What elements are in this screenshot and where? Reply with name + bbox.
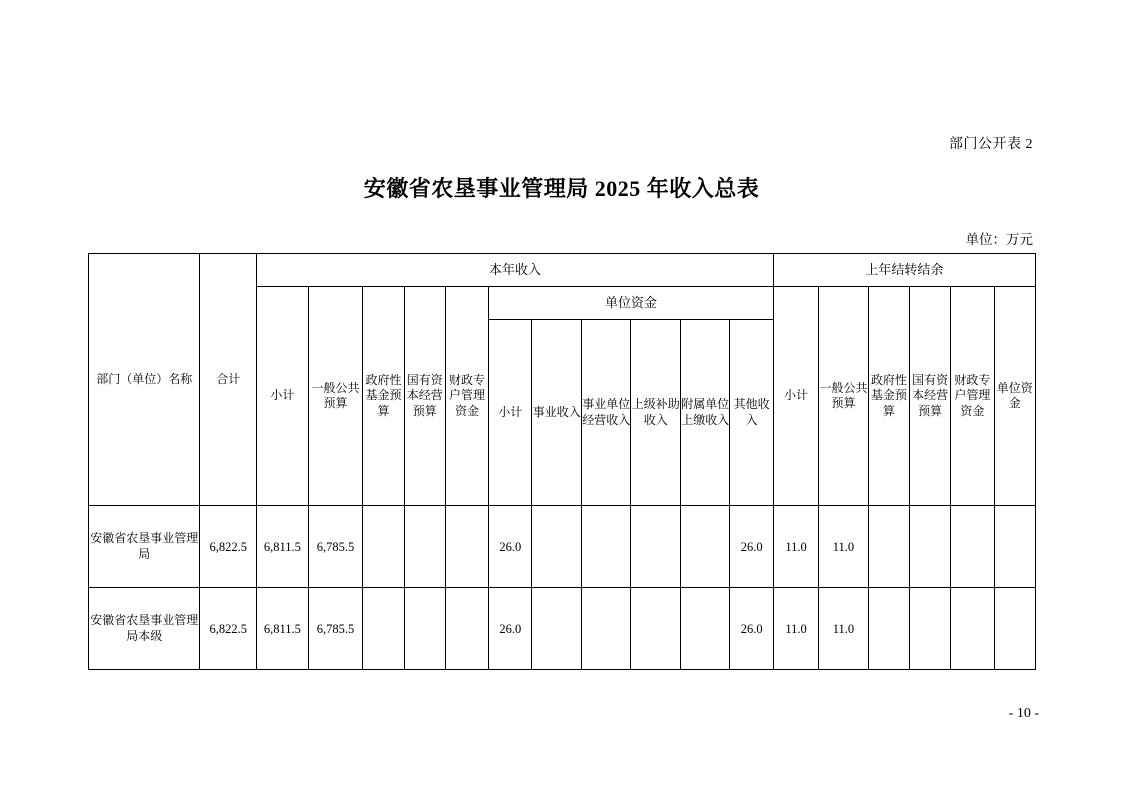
cell-total: 6,822.5 bbox=[200, 588, 257, 670]
col-total: 合计 bbox=[200, 254, 257, 506]
cell-affiliated-unit-remittance-income bbox=[680, 506, 730, 588]
col-carry-government-fund-budget: 政府性基金预算 bbox=[868, 287, 909, 506]
group-prior-year-carryover: 上年结转结余 bbox=[773, 254, 1035, 287]
cell-government-fund-budget bbox=[363, 588, 404, 670]
cell-carry-fiscal-special-account-funds bbox=[951, 506, 994, 588]
col-fiscal-special-account-funds: 财政专户管理资金 bbox=[445, 287, 488, 506]
cell-carry-fiscal-special-account-funds bbox=[951, 588, 994, 670]
cell-unit-funds-subtotal: 26.0 bbox=[489, 588, 532, 670]
cell-business-income bbox=[532, 506, 582, 588]
cell-general-public-budget: 6,785.5 bbox=[308, 506, 363, 588]
page-number: - 10 - bbox=[1008, 706, 1039, 721]
group-current-year-income: 本年收入 bbox=[257, 254, 774, 287]
col-business-income: 事业收入 bbox=[532, 320, 582, 506]
page-title: 安徽省农垦事业管理局 2025 年收入总表 bbox=[363, 176, 760, 201]
group-unit-funds: 单位资金 bbox=[489, 287, 774, 320]
cell-general-public-budget: 6,785.5 bbox=[308, 588, 363, 670]
cell-unit-funds-subtotal: 26.0 bbox=[489, 506, 532, 588]
cell-carry-general-public-budget: 11.0 bbox=[819, 588, 869, 670]
cell-department-name: 安徽省农垦事业管理局本级 bbox=[89, 588, 200, 670]
cell-subtotal: 6,811.5 bbox=[257, 588, 309, 670]
col-carry-fiscal-special-account-funds: 财政专户管理资金 bbox=[951, 287, 994, 506]
cell-state-capital-operation-budget bbox=[404, 506, 445, 588]
cell-carry-general-public-budget: 11.0 bbox=[819, 506, 869, 588]
table-row bbox=[89, 506, 1036, 588]
col-unit-funds-subtotal: 小计 bbox=[489, 320, 532, 506]
cell-carry-government-fund-budget bbox=[868, 506, 909, 588]
col-general-public-budget: 一般公共预算 bbox=[308, 287, 363, 506]
col-carry-subtotal: 小计 bbox=[773, 287, 818, 506]
cell-superior-subsidy-income bbox=[631, 506, 681, 588]
cell-carry-unit-funds bbox=[994, 506, 1035, 588]
col-state-capital-operation-budget: 国有资本经营预算 bbox=[404, 287, 445, 506]
col-carry-state-capital-operation-budget: 国有资本经营预算 bbox=[909, 287, 950, 506]
cell-government-fund-budget bbox=[363, 506, 404, 588]
cell-fiscal-special-account-funds bbox=[445, 588, 488, 670]
col-government-fund-budget: 政府性基金预算 bbox=[363, 287, 404, 506]
col-other-income: 其他收入 bbox=[730, 320, 773, 506]
col-affiliated-unit-remittance-income: 附属单位上缴收入 bbox=[680, 320, 730, 506]
cell-affiliated-unit-remittance-income bbox=[680, 588, 730, 670]
table-header-row-1 bbox=[89, 254, 1036, 287]
cell-superior-subsidy-income bbox=[631, 588, 681, 670]
form-tag: 部门公开表 2 bbox=[949, 137, 1033, 152]
cell-other-income: 26.0 bbox=[730, 506, 773, 588]
cell-carry-subtotal: 11.0 bbox=[773, 588, 818, 670]
cell-carry-subtotal: 11.0 bbox=[773, 506, 818, 588]
cell-business-unit-operating-income bbox=[581, 588, 631, 670]
cell-carry-unit-funds bbox=[994, 588, 1035, 670]
unit-note: 单位：万元 bbox=[965, 232, 1033, 247]
cell-carry-government-fund-budget bbox=[868, 588, 909, 670]
col-subtotal: 小计 bbox=[257, 287, 309, 506]
cell-carry-state-capital-operation-budget bbox=[909, 588, 950, 670]
cell-department-name: 安徽省农垦事业管理局 bbox=[89, 506, 200, 588]
cell-total: 6,822.5 bbox=[200, 506, 257, 588]
table-row bbox=[89, 588, 1036, 670]
col-superior-subsidy-income: 上级补助收入 bbox=[631, 320, 681, 506]
cell-other-income: 26.0 bbox=[730, 588, 773, 670]
income-summary-table bbox=[88, 253, 1036, 670]
cell-business-unit-operating-income bbox=[581, 506, 631, 588]
cell-carry-state-capital-operation-budget bbox=[909, 506, 950, 588]
cell-state-capital-operation-budget bbox=[404, 588, 445, 670]
budget-table-wrapper bbox=[88, 253, 1036, 670]
cell-business-income bbox=[532, 588, 582, 670]
cell-fiscal-special-account-funds bbox=[445, 506, 488, 588]
col-carry-unit-funds: 单位资金 bbox=[994, 287, 1035, 506]
col-department-name: 部门（单位）名称 bbox=[89, 254, 200, 506]
col-business-unit-operating-income: 事业单位经营收入 bbox=[581, 320, 631, 506]
col-carry-general-public-budget: 一般公共预算 bbox=[819, 287, 869, 506]
cell-subtotal: 6,811.5 bbox=[257, 506, 309, 588]
